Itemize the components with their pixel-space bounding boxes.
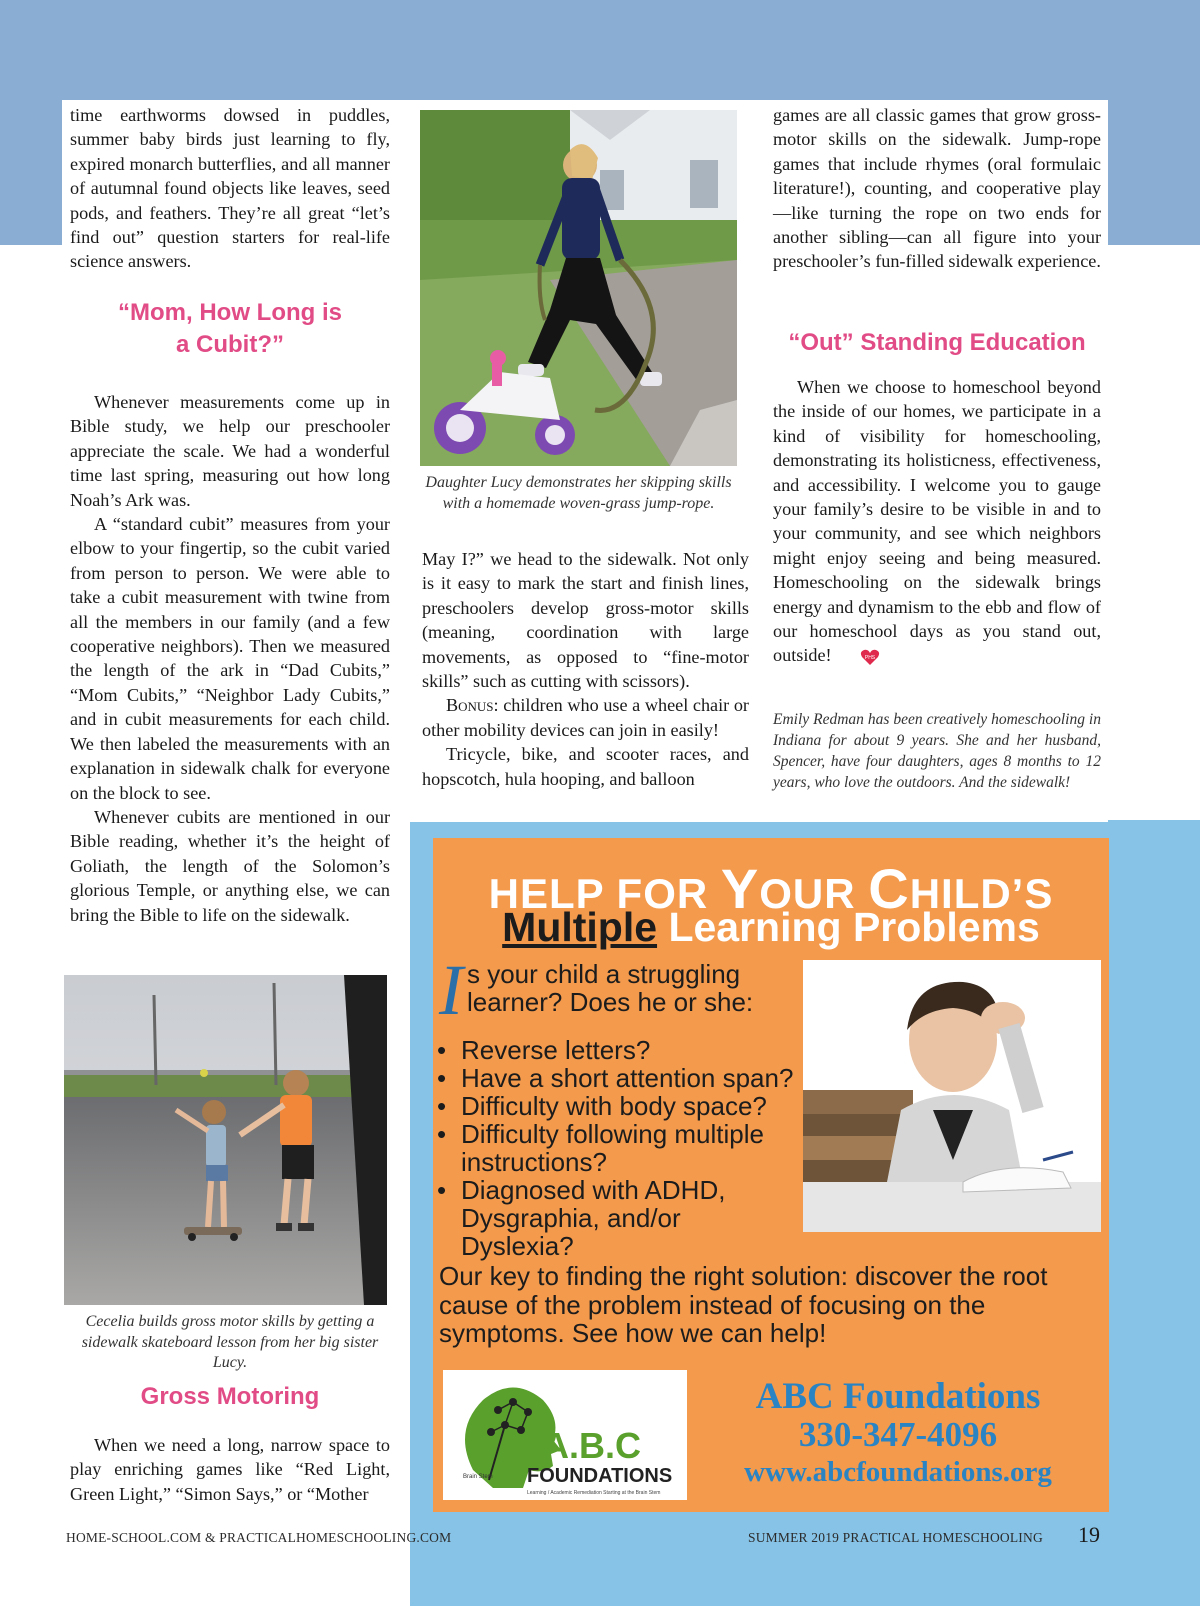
right-paragraph-2 <box>773 375 1101 668</box>
end-mark-text: PHS <box>865 655 876 662</box>
right-column-body <box>773 375 1101 668</box>
logo-foundations-text: FOUNDATIONS <box>527 1465 673 1487</box>
caption-jump-rope: Daughter Lucy demonstrates her skipping skills with a homemade woven-grass jump-rope. <box>425 474 732 512</box>
gross-paragraph-1: When we need a long, narrow space to play enriching games like “Red Light, Green Light,” “Simon Says,” or “Mother <box>70 1435 390 1504</box>
heading-cubit-line1: “Mom, How Long is <box>118 299 342 326</box>
bonus-text: : children who use a wheel chair or other mobility devices can join in easily! <box>422 695 749 740</box>
right-paragraph-1: games are all classic games that grow gross-motor skills on the sidewalk. Jump-rope games that include rhymes (oral formulaic literature!), counting, and cooperative play—like turning the rope on two ends for another sibling—can all figure into your preschooler’s fun-filled sidewalk experience. <box>773 105 1101 272</box>
ad-company-name: ABC Foundations <box>755 1376 1041 1417</box>
ad-question <box>439 950 799 1030</box>
ad-key-message: Our key to finding the right solution: discover the root cause of the problem instead of focusing on the symptoms. See how we can help! <box>439 1261 1048 1348</box>
footer-left: HOME-SCHOOL.COM & PRACTICALHOMESCHOOLING.COM <box>66 1530 452 1545</box>
left-column-top <box>70 103 390 274</box>
ad-title-line2 <box>433 904 1109 951</box>
logo-brain-stem-label: Brain Stem <box>463 1474 493 1480</box>
bonus-label: Bonus <box>446 695 494 716</box>
right-column-top <box>773 103 1101 274</box>
logo-tagline-text: Learning / Academic Remediation Starting at the Brain Stem <box>527 1490 661 1496</box>
ad-question-initial: I <box>439 950 463 1030</box>
heading-out-standing: “Out” Standing Education <box>788 329 1086 356</box>
heading-cubit-line2: a Cubit?” <box>176 331 284 358</box>
skateboard-photo <box>64 975 387 1305</box>
ad-contact-block <box>693 1378 1103 1490</box>
ad-title-part-d: HILD’S <box>909 870 1054 917</box>
ad-title-part-y: Y <box>720 857 760 920</box>
middle-column-body <box>422 547 749 791</box>
caption-skateboard: Cecelia builds gross motor skills by getting a sidewalk skateboard lesson from her big sister Lucy. <box>81 1313 379 1371</box>
cubit-paragraph-2: A “standard cubit” measures from your elbow to your fingertip, so the cubit varied from person to person. We were able to take a cubit measurement with twine from all the members in our family (and a few cooperative neighbors). Then we measured the length of the ark in “Dad Cubits,” “Mom Cubits,” “Neighbor Lady Cubits,” and in cubit measurements for each child. We then labeled the measurements with an explanation in sidewalk chalk for everyone on the block to see. <box>70 514 390 803</box>
heading-cubit <box>70 297 390 361</box>
ad-website-link[interactable]: www.abcfoundations.org <box>744 1456 1052 1488</box>
left-column-body <box>70 390 390 927</box>
ad-question-text: s your child a struggling learner? Does he or she: <box>466 959 754 1017</box>
right-paragraph-2-text: When we choose to homeschool beyond the inside of our homes, we participate in a kind of visibility for homeschooling, demonstrating its holisticness, effectiveness, and accessibility. I welcome you to gauge your family’s desire to be visible in and to your community, and see which neighbors might enjoy seeing and being measured. Homeschooling on the sidewalk brings energy and dynamism to the ebb and flow of our homeschool days as you stand out, outside! <box>773 377 1101 666</box>
ad-title-part-a: HELP FOR <box>488 870 721 917</box>
author-bio: Emily Redman has been creatively homeschooling in Indiana for about 9 years. She and her husband, Spencer, have four daughters, ages 8 months to 12 years, who love the outdoors. And the sidewalk! <box>773 711 1101 791</box>
left-column-bottom <box>70 1433 390 1506</box>
cubit-paragraph-1: Whenever measurements come up in Bible study, we help our preschooler appreciate the scale. We had a wonderful time last spring, measuring out how long Noah’s Ark was. <box>70 392 390 510</box>
heading-gross-motoring: Gross Motoring <box>140 1383 320 1410</box>
abc-foundations-logo <box>443 1370 687 1500</box>
abc-foundations-ad[interactable] <box>433 838 1109 1512</box>
logo-abc-text: A.B.C <box>543 1425 641 1466</box>
jump-rope-photo <box>420 110 737 466</box>
footer-right: SUMMER 2019 PRACTICAL HOMESCHOOLING <box>748 1530 1043 1545</box>
ad-title-rest: Learning Problems <box>657 904 1040 950</box>
end-mark-heart-icon <box>836 648 876 666</box>
page-number: 19 <box>1078 1522 1100 1547</box>
ad-bullet: • Have a short attention span? <box>437 1064 797 1092</box>
intro-paragraph: time earthworms dowsed in puddles, summer baby birds just learning to fly, expired monarch butterflies, and all manner of autumnal found objects like leaves, seed pods, and feathers. They’re all great “let’s find out” question starters for real-life science answers. <box>70 105 390 272</box>
cubit-paragraph-3: Whenever cubits are mentioned in our Bible reading, whether it’s the height of Goliath, the length of the Solomon’s glorious Temple, or anything else, we can bring the Bible to life on the sidewalk. <box>70 806 390 925</box>
ad-title-part-c: C <box>868 857 910 920</box>
ad-boy-photo <box>803 960 1101 1232</box>
ad-bullet-list <box>437 1036 797 1260</box>
ad-bullet: • Reverse letters? <box>437 1036 797 1064</box>
middle-paragraph-3: Tricycle, bike, and scooter races, and hopscotch, hula hooping, and balloon <box>422 744 749 789</box>
middle-paragraph-1: May I?” we head to the sidewalk. Not only is it easy to mark the start and finish lines, preschoolers develop gross-motor skills (meaning, coordination with large movements, as opposed to “fine-motor skills” such as cutting with scissors). <box>422 549 749 692</box>
ad-title-part-b: OUR <box>759 870 869 917</box>
ad-title-underlined: Multiple <box>502 904 658 950</box>
ad-bullet: • Difficulty with body space? <box>437 1092 797 1120</box>
ad-bullet: • Diagnosed with ADHD, Dysgraphia, and/or Dyslexia? <box>437 1176 797 1260</box>
bonus-paragraph <box>422 693 749 742</box>
ad-bullet: • Difficulty following multiple instructions? <box>437 1120 797 1176</box>
ad-phone-link[interactable]: 330-347-4096 <box>798 1415 998 1454</box>
